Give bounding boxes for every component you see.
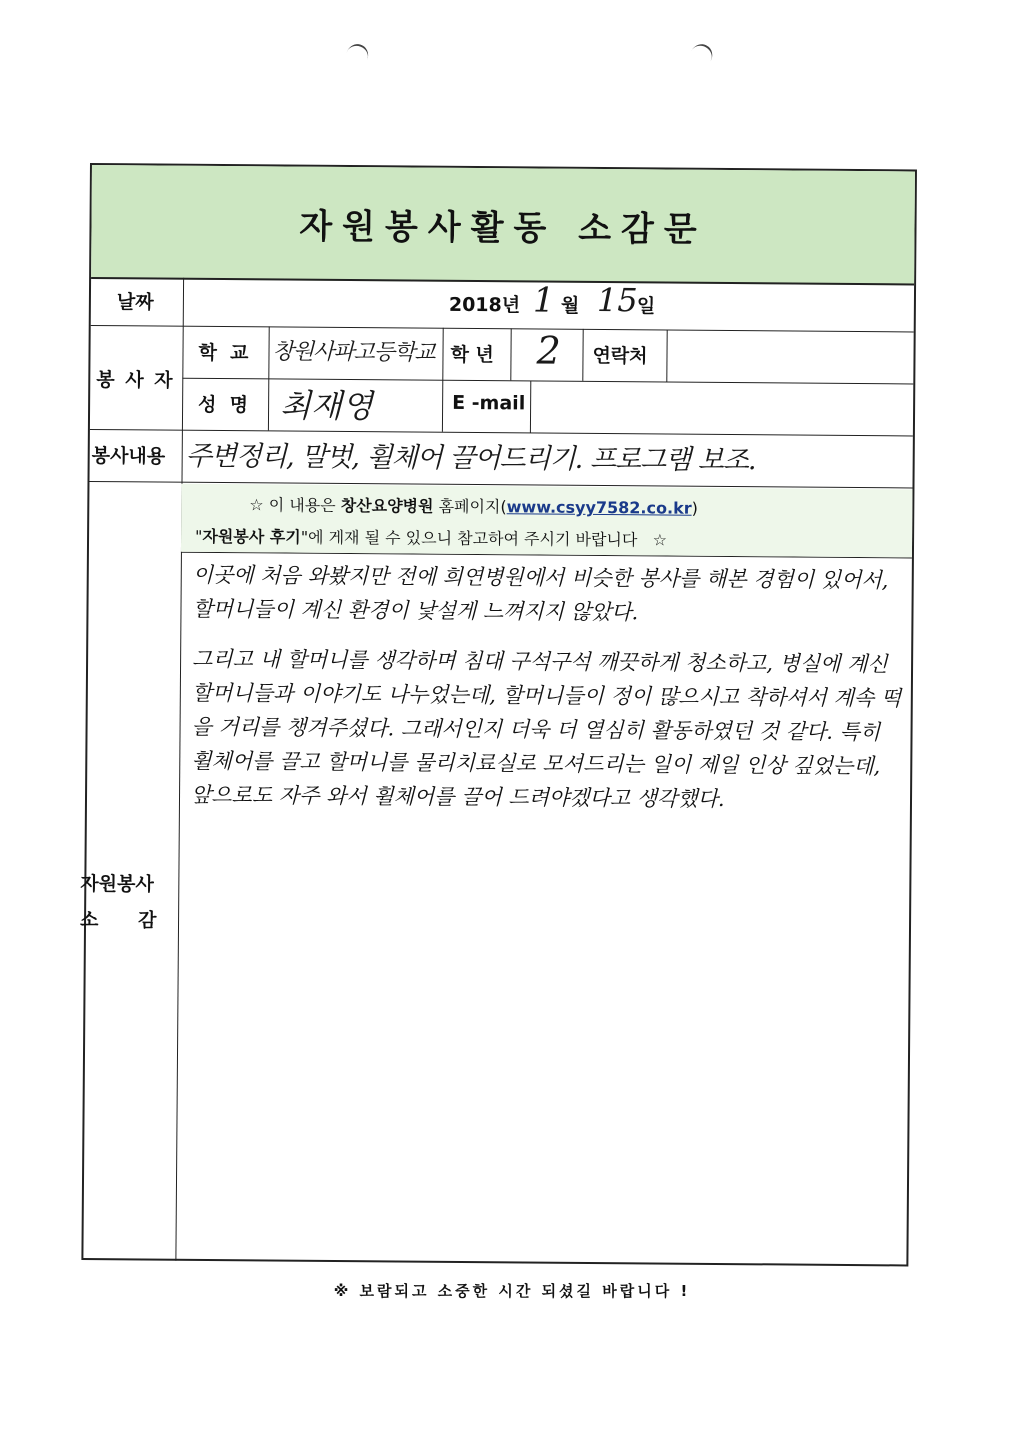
punch-hole-left bbox=[343, 41, 372, 71]
notice-close: ) bbox=[691, 498, 698, 518]
school-value: 창원사파고등학교 bbox=[272, 339, 435, 366]
hospital-url-link[interactable]: www.csyy7582.co.kr bbox=[506, 497, 692, 518]
date-month-unit: 월 bbox=[560, 294, 580, 317]
row-divider-date bbox=[91, 325, 914, 332]
name-value: 최재영 bbox=[279, 386, 373, 426]
reflection-label-line-2: 소 감 bbox=[79, 908, 157, 932]
form-title: 자원봉사활동 소감문 bbox=[299, 206, 707, 250]
name-label: 성 명 bbox=[198, 393, 249, 417]
title-band bbox=[91, 165, 915, 285]
email-label-divider bbox=[530, 380, 531, 432]
date-day: 15 bbox=[596, 280, 638, 320]
reflection-paragraph-1: 이곳에 처음 와봤지만 전에 희연병원에서 비슷한 봉사를 해본 경험이 있어서, 할머니들이 계신 환경이 낯설게 느껴지지 않았다. bbox=[192, 562, 889, 625]
date-month: 1 bbox=[532, 280, 555, 321]
date-label: 날짜 bbox=[116, 291, 154, 314]
grade-value: 2 bbox=[536, 328, 561, 373]
reflection-paragraph-2: 그리고 내 할머니를 생각하며 침대 구석구석 깨끗하게 청소하고, 병실에 계신 할머니들과 이야기도 나누었는데, 할머니들이 정이 많으시고 착하셔서 계속 떡을 거리를 챙겨주셨다. 그래서인지 더욱 더 열심히 활동하였던 것 같다. 특히 휠체어를 끌고 할머니를 물리치료실로 모셔드리는 일이 제일 인상 깊었는데, 앞으로도 자주 와서 휠체어를 끌어 드려야겠다고 생각했다. bbox=[190, 646, 902, 812]
volunteer-label: 봉 사 자 bbox=[96, 369, 175, 392]
grade-value-divider bbox=[582, 329, 583, 381]
hospital-name: 창산요양병원 bbox=[340, 495, 434, 516]
email-label: E -mail bbox=[452, 391, 526, 415]
school-label: 학 교 bbox=[198, 341, 249, 365]
grade-label: 학 년 bbox=[450, 343, 494, 367]
notice-line-2 bbox=[195, 524, 667, 551]
reflection-label-line-1: 자원봉사 bbox=[80, 872, 154, 896]
grade-label-divider bbox=[510, 328, 511, 380]
review-board-name: 자원봉사 후기 bbox=[202, 526, 301, 547]
notice-quote-open: " bbox=[194, 526, 203, 546]
date-year: 2018년 bbox=[448, 293, 521, 317]
activity-content: 주변정리, 말벗, 휠체어 끌어드리기. 프로그램 보조. bbox=[185, 440, 756, 477]
contact-label: 연락처 bbox=[592, 344, 648, 368]
notice-line-1 bbox=[249, 492, 698, 519]
notice-line2-rest: "에 게재 될 수 있으니 참고하여 주시기 바랍니다 bbox=[300, 527, 638, 550]
footer-message: ※ 보람되고 소중한 시간 되셨길 바랍니다 ! bbox=[333, 1282, 691, 1300]
notice-prefix: 이 내용은 bbox=[268, 495, 336, 515]
activity-label: 봉사내용 bbox=[91, 445, 166, 468]
reflection-text bbox=[191, 558, 907, 818]
volunteer-report-form bbox=[81, 163, 917, 1266]
date-day-unit: 일 bbox=[636, 295, 656, 318]
notice-homepage: 홈페이지( bbox=[438, 496, 507, 517]
punch-hole-right bbox=[685, 40, 716, 72]
label-column-divider bbox=[175, 278, 184, 1261]
star-icon: ☆ bbox=[249, 495, 264, 515]
star-icon: ☆ bbox=[652, 530, 668, 550]
contact-label-divider bbox=[666, 330, 667, 382]
